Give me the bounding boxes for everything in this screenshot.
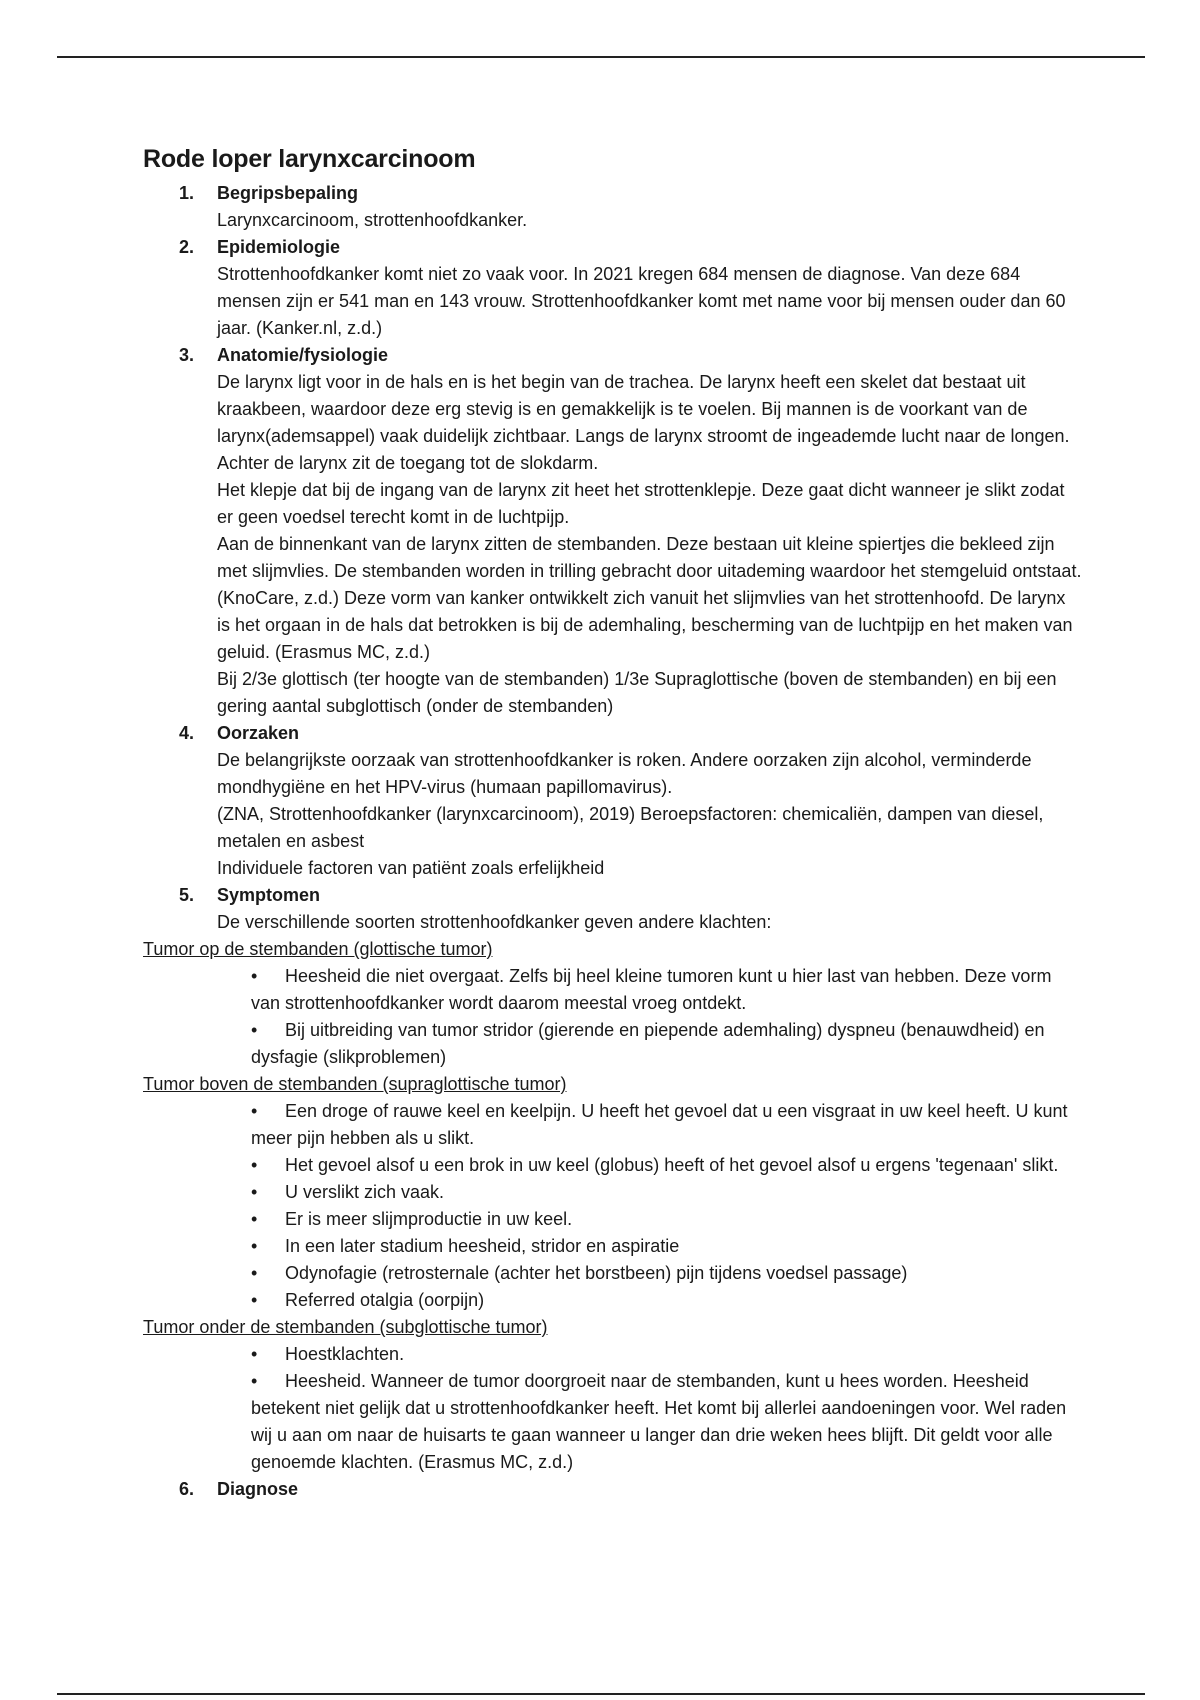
document-title: Rode loper larynxcarcinoom xyxy=(143,145,476,173)
list-item xyxy=(143,1287,1083,1314)
list-item-text: U verslikt zich vaak. xyxy=(285,1182,445,1202)
section-heading xyxy=(143,1476,1083,1503)
section-title: Symptomen xyxy=(217,885,321,905)
symptom-group-heading: Tumor onder de stembanden (subglottische tumor) xyxy=(143,1317,548,1337)
paragraph: Strottenhoofdkanker komt niet zo vaak voor. In 2021 kregen 684 mensen de diagnose. Van deze 684 mensen zijn er 541 man en 143 vrouw. Strottenhoofdkanker komt met name voor bij mensen ouder dan 60 jaar. (Kanker.nl, z.d.) xyxy=(217,264,1066,338)
list-item-text: Heesheid die niet overgaat. Zelfs bij heel kleine tumoren kunt u hier last van hebben. Deze vorm van strottenhoofdkanker wordt daarom meestal vroeg ontdekt. xyxy=(251,966,1052,1013)
list-item-text: Er is meer slijmproductie in uw keel. xyxy=(285,1209,573,1229)
bullet-icon: • xyxy=(251,1101,258,1121)
list-item xyxy=(143,1341,1083,1368)
bottom-rule xyxy=(57,1693,1145,1695)
section-title: Oorzaken xyxy=(217,723,300,743)
paragraph: Individuele factoren van patiënt zoals erfelijkheid xyxy=(217,858,605,878)
symptom-group-supraglottisch xyxy=(143,1071,1083,1314)
section-symptomen xyxy=(143,882,1083,936)
bullet-list xyxy=(143,1341,1083,1476)
bullet-icon: • xyxy=(251,1236,258,1256)
list-item xyxy=(143,1098,1083,1152)
bullet-icon: • xyxy=(251,1155,258,1175)
symptom-group-subglottisch xyxy=(143,1314,1083,1476)
paragraph: Aan de binnenkant van de larynx zitten de stembanden. Deze bestaan uit kleine spiertjes die bekleed zijn met slijmvlies. De stembanden worden in trilling gebracht door uitademing waardoor het stemgeluid ontstaat. (KnoCare, z.d.) Deze vorm van kanker ontwikkelt zich vanuit het slijmvlies van het strottenhoofd. De larynx is het orgaan in de hals dat betrokken is bij de ademhaling, bescherming van de luchtpijp en het maken van geluid. (Erasmus MC, z.d.) xyxy=(217,534,1082,662)
list-item xyxy=(143,1017,1083,1071)
list-item xyxy=(143,1152,1083,1179)
section-number: 3. xyxy=(179,345,195,365)
paragraph: De verschillende soorten strottenhoofdkanker geven andere klachten: xyxy=(217,912,772,932)
paragraph: (ZNA, Strottenhoofdkanker (larynxcarcinoom), 2019) Beroepsfactoren: chemicaliën, dampen van diesel, metalen en asbest xyxy=(217,804,1044,851)
symptom-group-glottisch xyxy=(143,936,1083,1071)
section-title: Begripsbepaling xyxy=(217,183,359,203)
section-diagnose xyxy=(143,1476,1083,1503)
section-number: 5. xyxy=(179,885,195,905)
list-item-text: Hoestklachten. xyxy=(285,1344,405,1364)
paragraph: Het klepje dat bij de ingang van de larynx zit heet het strottenklepje. Deze gaat dicht wanneer je slikt zodat er geen voedsel terecht komt in de luchtpijp. xyxy=(217,480,1065,527)
section-heading xyxy=(143,180,1083,207)
section-number: 2. xyxy=(179,237,195,257)
bullet-icon: • xyxy=(251,1020,258,1040)
list-item-text: Odynofagie (retrosternale (achter het borstbeen) pijn tijdens voedsel passage) xyxy=(285,1263,908,1283)
section-heading xyxy=(143,342,1083,369)
document-body xyxy=(143,142,1083,1503)
bullet-icon: • xyxy=(251,1371,258,1391)
section-heading xyxy=(143,720,1083,747)
bullet-icon: • xyxy=(251,966,258,986)
symptom-group-heading: Tumor boven de stembanden (supraglottische tumor) xyxy=(143,1074,567,1094)
bullet-icon: • xyxy=(251,1290,258,1310)
list-item xyxy=(143,1260,1083,1287)
symptom-group-heading: Tumor op de stembanden (glottische tumor) xyxy=(143,939,493,959)
list-item xyxy=(143,1368,1083,1476)
section-begripsbepaling xyxy=(143,180,1083,234)
list-item-text: Heesheid. Wanneer de tumor doorgroeit naar de stembanden, kunt u hees worden. Heesheid betekent niet gelijk dat u strottenhoofdkanker heeft. Het komt bij allerlei aandoeningen voor. Wel raden wij u aan om naar de huisarts te gaan wanneer u langer dan drie weken hees blijft. Dit geldt voor alle genoemde klachten. (Erasmus MC, z.d.) xyxy=(251,1371,1067,1472)
paragraph: De larynx ligt voor in de hals en is het begin van de trachea. De larynx heeft een skelet dat bestaat uit kraakbeen, waardoor deze erg stevig is en gemakkelijk is te voelen. Bij mannen is de voorkant van de larynx(ademsappel) vaak duidelijk zichtbaar. Langs de larynx stroomt de ingeademde lucht naar de longen. Achter de larynx zit de toegang tot de slokdarm. xyxy=(217,372,1070,473)
section-title: Epidemiologie xyxy=(217,237,341,257)
top-rule xyxy=(57,56,1145,58)
section-title: Diagnose xyxy=(217,1479,299,1499)
section-number: 6. xyxy=(179,1479,195,1499)
section-oorzaken xyxy=(143,720,1083,882)
list-item-text: Bij uitbreiding van tumor stridor (gierende en piepende ademhaling) dyspneu (benauwdheid) en dysfagie (slikproblemen) xyxy=(251,1020,1045,1067)
paragraph: De belangrijkste oorzaak van strottenhoofdkanker is roken. Andere oorzaken zijn alcohol, verminderde mondhygiëne en het HPV-virus (humaan papillomavirus). xyxy=(217,750,1032,797)
list-item xyxy=(143,1233,1083,1260)
section-anatomie xyxy=(143,342,1083,720)
paragraph: Larynxcarcinoom, strottenhoofdkanker. xyxy=(217,210,528,230)
list-item-text: Referred otalgia (oorpijn) xyxy=(285,1290,485,1310)
list-item xyxy=(143,1206,1083,1233)
section-heading xyxy=(143,882,1083,909)
list-item-text: Het gevoel alsof u een brok in uw keel (globus) heeft of het gevoel alsof u ergens 'tegenaan' slikt. xyxy=(285,1155,1059,1175)
section-number: 1. xyxy=(179,183,195,203)
list-item-text: Een droge of rauwe keel en keelpijn. U heeft het gevoel dat u een visgraat in uw keel heeft. U kunt meer pijn hebben als u slikt. xyxy=(251,1101,1068,1148)
list-item-text: In een later stadium heesheid, stridor en aspiratie xyxy=(285,1236,680,1256)
section-heading xyxy=(143,234,1083,261)
bullet-list xyxy=(143,963,1083,1071)
bullet-icon: • xyxy=(251,1263,258,1283)
bullet-icon: • xyxy=(251,1344,258,1364)
section-title: Anatomie/fysiologie xyxy=(217,345,389,365)
section-number: 4. xyxy=(179,723,195,743)
paragraph: Bij 2/3e glottisch (ter hoogte van de stembanden) 1/3e Supraglottische (boven de stembanden) en bij een gering aantal subglottisch (onder de stembanden) xyxy=(217,669,1057,716)
list-item xyxy=(143,963,1083,1017)
bullet-icon: • xyxy=(251,1182,258,1202)
bullet-list xyxy=(143,1098,1083,1314)
bullet-icon: • xyxy=(251,1209,258,1229)
list-item xyxy=(143,1179,1083,1206)
section-epidemiologie xyxy=(143,234,1083,342)
